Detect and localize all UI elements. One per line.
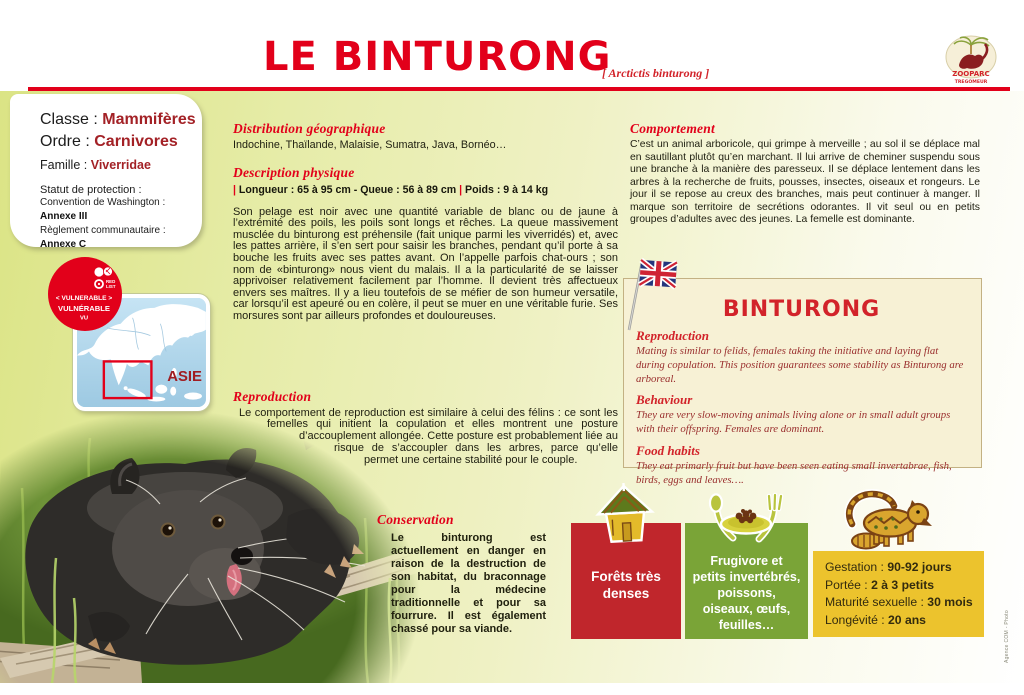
stats-pipe: | <box>233 184 236 196</box>
english-reproduction-body: Mating is similar to felids, females taking the initiative and laying flat during copulation. This position guarantees some stability as Binturong are arboreal. <box>636 345 964 385</box>
binturong-icon <box>836 486 932 552</box>
reglement-value: Annexe C <box>40 239 87 250</box>
redlist-text1: RED <box>106 279 116 284</box>
washington-row <box>40 196 202 224</box>
comportement-heading: Comportement <box>630 121 715 136</box>
reglement-label: Règlement communautaire : <box>40 225 166 236</box>
washington-label: Convention de Washington : <box>40 197 166 208</box>
badge-line3: VU <box>79 315 89 322</box>
habitat-text: Forêts très denses <box>591 569 661 601</box>
famille-value: Viverridae <box>90 158 151 172</box>
photo-wrap-spacer <box>233 423 261 435</box>
maturite-value: 30 mois <box>927 595 973 609</box>
distribution-body: Indochine, Thaïlande, Malaisie, Sumatra, Java, Bornéo… <box>233 139 507 151</box>
maturite-row <box>813 594 984 612</box>
portee-value: 2 à 3 petits <box>871 577 935 592</box>
badge-line2: VULNÉRABLE <box>58 304 110 313</box>
portee-label: Portée : <box>825 577 872 592</box>
longevite-row <box>813 612 984 630</box>
hut-icon <box>592 483 658 545</box>
english-behaviour-heading: Behaviour <box>636 392 693 408</box>
page-title: LE BINTURONG <box>263 34 612 80</box>
badge-line1: < VULNERABLE > <box>55 295 113 302</box>
english-foodhabits-body: They eat primarly fruit but have been seen eating small invertabrae, fish, birds, eggs and leaves…. <box>636 459 952 486</box>
photo-wrap-spacer <box>233 535 385 695</box>
ordre-row <box>40 131 202 153</box>
maturite-label: Maturité sexuelle : <box>825 595 928 609</box>
title-underline <box>28 87 1010 91</box>
classe-value: Mammifères <box>102 111 196 128</box>
classe-label: Classe : <box>40 111 103 128</box>
logo-line1: ZOOPARC <box>952 70 990 78</box>
gestation-label: Gestation : <box>825 560 888 574</box>
middle-column <box>233 121 618 695</box>
english-foodhabits-heading: Food habits <box>636 442 700 458</box>
description-stats <box>233 184 618 196</box>
iucn-vulnerable-badge <box>48 257 122 331</box>
conservation-heading: Conservation <box>377 511 454 527</box>
english-behaviour-body: They are very slow-moving animals living alone or in small adult groups with their offspring. Females are dominant. <box>636 409 951 436</box>
zooparc-tregomeur-logo <box>944 34 998 86</box>
distribution-heading: Distribution géographique <box>233 121 386 136</box>
map-label: ASIE <box>167 369 202 386</box>
washington-value: Annexe III <box>40 211 88 222</box>
photo-wrap-spacer <box>233 459 358 471</box>
famille-label: Famille : <box>40 158 91 172</box>
ordre-value: Carnivores <box>94 133 178 150</box>
longevite-label: Longévité : <box>825 612 889 627</box>
taxonomy-card <box>10 94 202 250</box>
plate-cutlery-icon <box>703 491 789 547</box>
diet-text: Frugivore et petits invertébrés, poissons, oiseaux, œufs, feuilles… <box>692 554 801 632</box>
gestation-value: 90-92 jours <box>887 560 952 574</box>
classe-row <box>40 109 202 131</box>
photo-wrap-spacer <box>233 471 381 483</box>
reglement-row <box>40 224 202 252</box>
famille-row <box>40 156 202 174</box>
stats-pipe: | <box>459 184 463 196</box>
photo-wrap-spacer <box>233 483 371 535</box>
reproduction-body: Le comportement de reproduction est similaire à celui des félins : ce sont les femelles qui initient la copulation et elles montrent une posture d’accouplement allongée. Cette posture est probablement liée au risque de s’accoupler dans les arbres, parce qu’elle permet une certaine stabilité pour le couple. <box>239 406 618 466</box>
conservation-body: Le binturong est actuellement en danger en raison de la destruction de son habitat, du braconnage pour la médecine traditionnelle et pour sa fourrure. Il est également chassé pour sa viande. <box>391 531 546 636</box>
english-title: BINTURONG <box>722 297 881 322</box>
reproduction-heading: Reproduction <box>233 388 312 404</box>
redlist-text2: LIST <box>106 284 116 289</box>
ordre-label: Ordre : <box>40 133 95 150</box>
comportement-body: C’est un animal arboricole, qui grimpe à merveille ; au sol il se déplace mal en sautillant plutôt qu’en marchant. Il lui arrive de cheminer suspendu sous une branche à la manière des paresseux. Il se déplace lentement dans les arbres à la recherche de fruits, pousses, insectes, oiseaux et rongeurs. Le jour il se repose au creux des branches, mais peut continuer à manger. Il marque son territoire de secrétions odorantes. Il vit seul ou en petits groupes d’adultes avec des jeunes. La femelle est dominante. <box>630 139 980 225</box>
english-reproduction-heading: Reproduction <box>636 328 709 343</box>
logo-line2: TREGOMEUR <box>954 80 988 85</box>
photo-wrap-spacer <box>233 447 328 459</box>
photo-credit: Agence COM - Photo <box>1004 610 1010 663</box>
protection-title: Statut de protection : <box>40 184 142 196</box>
description-heading: Description physique <box>233 165 355 180</box>
portee-row <box>813 577 984 595</box>
gestation-row <box>813 551 984 577</box>
longevite-value: 20 ans <box>888 612 926 627</box>
right-column <box>630 121 980 227</box>
photo-wrap-spacer <box>233 435 293 447</box>
latin-name: [ Arctictis binturong ] <box>602 66 710 80</box>
stats-weight: Poids : 9 à 14 kg <box>465 184 549 196</box>
description-body: Son pelage est noir avec une quantité variable de blanc ou de jaune à l’extrémité des poils, les poils sont longs et rêches. La queue massivement musclée du binturong est préhensile (fait unique parmi les viverridés) et, avec les pattes arrière, il s’en sert pour saisir les branches, pendant qu’il porte à sa bouche les fruits avec ses pattes avant. On l’appelle parfois chat-ours ; son nom de «binturong» nous vient du malais. Il a la particularité de se laisser apprivoiser relativement facilement par l’homme. Il devient très affectueux envers ses maîtres. Il y a lieu toutefois de se méfier de son humeur versatile, car lorsqu’il est apeuré ou en colère, il peut se muer en une véritable furie. Ses morsures sont par ailleurs profondes et douloureuses. <box>233 205 618 322</box>
uk-flag-icon <box>622 255 680 333</box>
lifecycle-box <box>813 551 984 637</box>
stats-length-tail: Longueur : 65 à 95 cm - Queue : 56 à 89 cm <box>238 184 457 196</box>
